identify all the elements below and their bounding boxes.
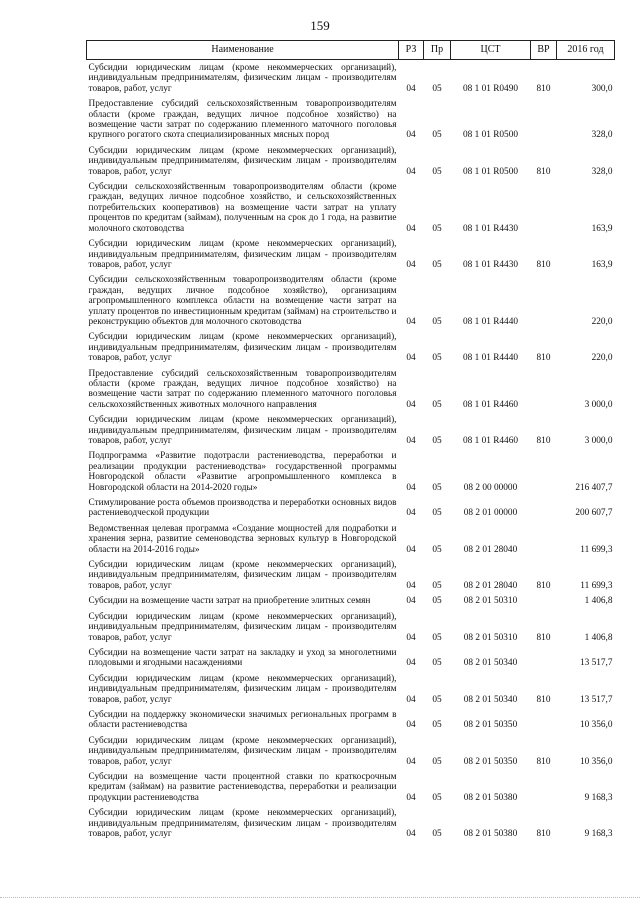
cell-sum: 3 000,0 — [584, 436, 613, 446]
table-row — [87, 671, 615, 707]
cell-cst: 08 2 01 50340 — [463, 694, 518, 705]
cell-pr: 05 — [432, 756, 442, 767]
cell-cst: 08 2 01 50310 — [463, 632, 518, 643]
cell-cst: 08 2 00 00000 — [463, 482, 518, 493]
cell-cst: 08 2 01 28040 — [463, 580, 518, 591]
cell-vr — [531, 645, 557, 671]
header-name: Наименование — [87, 41, 399, 60]
cell-name: Стимулирование роста объемов производства и переработки основных видов растениеводческой продукции — [88, 498, 397, 519]
cell-sum: 9 168,3 — [584, 792, 613, 803]
cell-cst: 08 2 01 28040 — [463, 544, 518, 555]
cell-sum: 9 168,3 — [584, 829, 613, 839]
cell-cst: 08 2 01 50380 — [463, 792, 518, 803]
cell-vr — [531, 366, 557, 413]
table-row — [87, 366, 615, 413]
cell-rz: 04 — [406, 259, 416, 270]
cell-vr: 810 — [536, 632, 551, 643]
cell-vr — [531, 521, 557, 557]
cell-rz: 04 — [406, 720, 416, 731]
cell-vr: 810 — [536, 259, 551, 270]
table-row — [87, 557, 615, 593]
cell-rz: 04 — [406, 658, 416, 669]
table-row — [87, 329, 615, 365]
cell-vr: 810 — [536, 829, 551, 839]
table-row — [87, 143, 615, 179]
header-pr: Пр — [424, 41, 451, 60]
cell-pr: 05 — [432, 436, 442, 446]
cell-sum: 13 517,7 — [579, 694, 613, 705]
cell-cst: 08 1 01 R0500 — [462, 130, 518, 141]
table-row — [87, 645, 615, 671]
cell-cst: 08 2 01 50380 — [463, 829, 518, 839]
cell-sum: 328,0 — [591, 130, 613, 141]
cell-cst: 08 1 01 R0500 — [462, 166, 518, 177]
cell-name: Субсидии сельскохозяйственным товаропроизводителям области (кроме граждан, ведущих личное подсобное хозяйство, и сельскохозяйственных потребительских кооперативов) на возмещение части затрат на уплату процентов по кредитам (займам), полученным на срок до 1 года, на развитие молочного скотоводства — [88, 182, 397, 234]
cell-name: Субсидии юридическим лицам (кроме некоммерческих организаций), индивидуальным предпринимателям, физическим лицам - производителям товаров, работ, услуг — [88, 735, 397, 767]
table-row — [87, 236, 615, 272]
cell-vr: 810 — [536, 580, 551, 591]
cell-pr: 05 — [432, 316, 442, 327]
cell-rz: 04 — [406, 399, 416, 410]
table-row — [87, 179, 615, 236]
cell-rz: 04 — [406, 792, 416, 803]
cell-vr: 810 — [536, 694, 551, 705]
cell-vr — [531, 179, 557, 236]
cell-sum: 163,9 — [591, 223, 613, 234]
cell-sum: 10 356,0 — [579, 720, 613, 731]
cell-vr: 810 — [536, 166, 551, 177]
cell-vr — [531, 769, 557, 805]
cell-rz: 04 — [406, 694, 416, 705]
table-row — [87, 593, 615, 608]
budget-table — [86, 40, 615, 841]
cell-pr: 05 — [432, 544, 442, 555]
cell-name: Предоставление субсидий сельскохозяйственным товаропроизводителям области (кроме граждан, ведущих личное подсобное хозяйство) на возмещение части затрат по содержанию племенного маточного поголовья крупного рогатого скота специализированных мясных пород — [88, 99, 397, 141]
cell-name: Субсидии на возмещение части затрат на приобретение элитных семян — [88, 596, 371, 607]
table-row — [87, 609, 615, 645]
cell-rz: 04 — [406, 223, 416, 234]
cell-pr: 05 — [432, 130, 442, 141]
cell-cst: 08 1 01 R0490 — [462, 83, 518, 94]
header-sum: 2016 год — [557, 41, 615, 60]
cell-name: Субсидии юридическим лицам (кроме некоммерческих организаций), индивидуальным предпринимателям, физическим лицам - производителям товаров, работ, услуг — [88, 415, 397, 446]
cell-pr: 05 — [432, 83, 442, 94]
cell-sum: 220,0 — [591, 353, 613, 364]
table-row — [87, 805, 615, 841]
cell-pr: 05 — [432, 580, 442, 591]
cell-cst: 08 1 01 R4440 — [462, 353, 518, 364]
cell-vr — [531, 272, 557, 329]
cell-sum: 163,9 — [591, 259, 613, 270]
cell-vr — [531, 448, 557, 495]
cell-pr: 05 — [432, 223, 442, 234]
cell-name: Субсидии на возмещение части затрат на закладку и уход за многолетними плодовыми и ягодными насаждениями — [88, 647, 397, 669]
cell-cst: 08 2 01 50340 — [463, 658, 518, 669]
cell-vr — [531, 96, 557, 143]
cell-pr: 05 — [432, 632, 442, 643]
cell-vr — [531, 707, 557, 733]
cell-sum: 300,0 — [591, 83, 613, 94]
cell-vr — [531, 593, 557, 608]
cell-sum: 1 406,8 — [584, 596, 613, 607]
cell-name: Субсидии на поддержку экономически значимых региональных программ в области растениеводства — [88, 709, 397, 731]
cell-name: Субсидии юридическим лицам (кроме некоммерческих организаций), индивидуальным предпринимателям, физическим лицам - производителям товаров, работ, услуг — [88, 332, 397, 364]
cell-pr: 05 — [432, 694, 442, 705]
cell-rz: 04 — [406, 166, 416, 177]
table-row — [87, 448, 615, 495]
table-row — [87, 521, 615, 557]
cell-vr: 810 — [536, 756, 551, 767]
cell-pr: 05 — [432, 482, 442, 493]
cell-rz: 04 — [406, 596, 416, 607]
cell-cst: 08 2 01 50310 — [463, 596, 518, 607]
cell-name: Субсидии на возмещение части процентной ставки по краткосрочным кредитам (займам) на развитие растениеводства, переработки и реализации продукции растениеводства — [88, 771, 397, 803]
cell-rz: 04 — [406, 353, 416, 364]
table-row — [87, 272, 615, 329]
table-row — [87, 96, 615, 143]
cell-rz: 04 — [406, 316, 416, 327]
cell-vr: 810 — [536, 353, 551, 364]
cell-sum: 328,0 — [591, 166, 613, 177]
cell-pr: 05 — [432, 353, 442, 364]
cell-rz: 04 — [406, 580, 416, 591]
cell-cst: 08 1 01 R4440 — [462, 316, 518, 327]
cell-pr: 05 — [432, 658, 442, 669]
cell-pr: 05 — [432, 508, 442, 519]
cell-cst: 08 2 01 00000 — [463, 508, 518, 519]
cell-name: Предоставление субсидий сельскохозяйственным товаропроизводителям области (кроме граждан, ведущих личное подсобное хозяйство) на возмещение части затрат по содержанию племенного маточного поголовья сельскохозяйственных животных молочного направления — [88, 368, 397, 410]
cell-pr: 05 — [432, 166, 442, 177]
cell-name: Субсидии юридическим лицам (кроме некоммерческих организаций), индивидуальным предпринимателям, физическим лицам - производителям товаров, работ, услуг — [88, 611, 397, 643]
header-vr: ВР — [531, 41, 557, 60]
cell-vr: 810 — [536, 436, 551, 446]
cell-rz: 04 — [406, 482, 416, 493]
cell-rz: 04 — [406, 508, 416, 519]
table-row — [87, 733, 615, 769]
cell-name: Субсидии юридическим лицам (кроме некоммерческих организаций), индивидуальным предпринимателям, физическим лицам - производителям товаров, работ, услуг — [88, 560, 397, 591]
cell-vr: 810 — [536, 83, 551, 94]
cell-rz: 04 — [406, 130, 416, 141]
cell-name: Субсидии юридическим лицам (кроме некоммерческих организаций), индивидуальным предпринимателям, физическим лицам - производителям товаров, работ, услуг — [88, 239, 397, 270]
table-row — [87, 412, 615, 448]
cell-name: Ведомственная целевая программа «Создание мощностей для подработки и хранения зерна, развитие семеноводства зерновых культур в Новгородской области на 2014-2016 годы» — [88, 523, 397, 555]
cell-rz: 04 — [406, 756, 416, 767]
cell-pr: 05 — [432, 259, 442, 270]
header-cst: ЦСТ — [451, 41, 531, 60]
cell-pr: 05 — [432, 399, 442, 410]
cell-sum: 220,0 — [591, 316, 613, 327]
cell-sum: 1 406,8 — [584, 632, 613, 643]
header-rz: РЗ — [399, 41, 424, 60]
cell-pr: 05 — [432, 792, 442, 803]
cell-sum: 200 607,7 — [575, 508, 613, 519]
cell-pr: 05 — [432, 596, 442, 607]
table-row — [87, 60, 615, 97]
cell-sum: 13 517,7 — [579, 658, 613, 669]
table-row — [87, 495, 615, 521]
cell-sum: 11 699,3 — [580, 544, 613, 555]
cell-rz: 04 — [406, 544, 416, 555]
cell-cst: 08 1 01 R4430 — [462, 223, 518, 234]
cell-cst: 08 1 01 R4460 — [462, 399, 518, 410]
cell-cst: 08 1 01 R4460 — [462, 436, 518, 446]
cell-rz: 04 — [406, 83, 416, 94]
cell-pr: 05 — [432, 829, 442, 839]
cell-name: Субсидии юридическим лицам (кроме некоммерческих организаций), индивидуальным предпринимателям, физическим лицам - производителям товаров, работ, услуг — [88, 808, 397, 839]
scan-edge-line — [0, 897, 640, 899]
table-row — [87, 769, 615, 805]
cell-cst: 08 2 01 50350 — [463, 720, 518, 731]
cell-vr — [531, 495, 557, 521]
cell-name: Субсидии сельскохозяйственным товаропроизводителям области (кроме граждан, ведущих личное подсобное хозяйство), организациям агропромышленного комплекса области на возмещение части затрат на уплату процентов по инвестиционным кредитам (займам) на строительство и реконструкцию объектов для молочного скотоводства — [88, 275, 397, 327]
cell-rz: 04 — [406, 829, 416, 839]
cell-sum: 3 000,0 — [584, 399, 613, 410]
cell-name: Субсидии юридическим лицам (кроме некоммерческих организаций), индивидуальным предпринимателям, физическим лицам - производителям товаров, работ, услуг — [88, 673, 397, 705]
cell-name: Субсидии юридическим лицам (кроме некоммерческих организаций), индивидуальным предпринимателям, физическим лицам - производителям товаров, работ, услуг — [88, 63, 397, 94]
table-row — [87, 707, 615, 733]
table-header-row — [87, 41, 615, 60]
table-body — [87, 60, 615, 842]
cell-cst: 08 2 01 50350 — [463, 756, 518, 767]
cell-sum: 10 356,0 — [579, 756, 613, 767]
cell-cst: 08 1 01 R4430 — [462, 259, 518, 270]
cell-rz: 04 — [406, 436, 416, 446]
cell-rz: 04 — [406, 632, 416, 643]
cell-name: Подпрограмма «Развитие подотрасли растениеводства, переработки и реализации продукции растениеводства» государственной программы Новгородской области «Развитие агропромышленного комплекса в Новгородской области на 2014-2020 годы» — [88, 451, 397, 493]
cell-sum: 216 407,7 — [575, 482, 613, 493]
page-number: 159 — [310, 18, 330, 33]
cell-sum: 11 699,3 — [580, 580, 613, 591]
cell-pr: 05 — [432, 720, 442, 731]
cell-name: Субсидии юридическим лицам (кроме некоммерческих организаций), индивидуальным предпринимателям, физическим лицам - производителям товаров, работ, услуг — [88, 145, 397, 177]
